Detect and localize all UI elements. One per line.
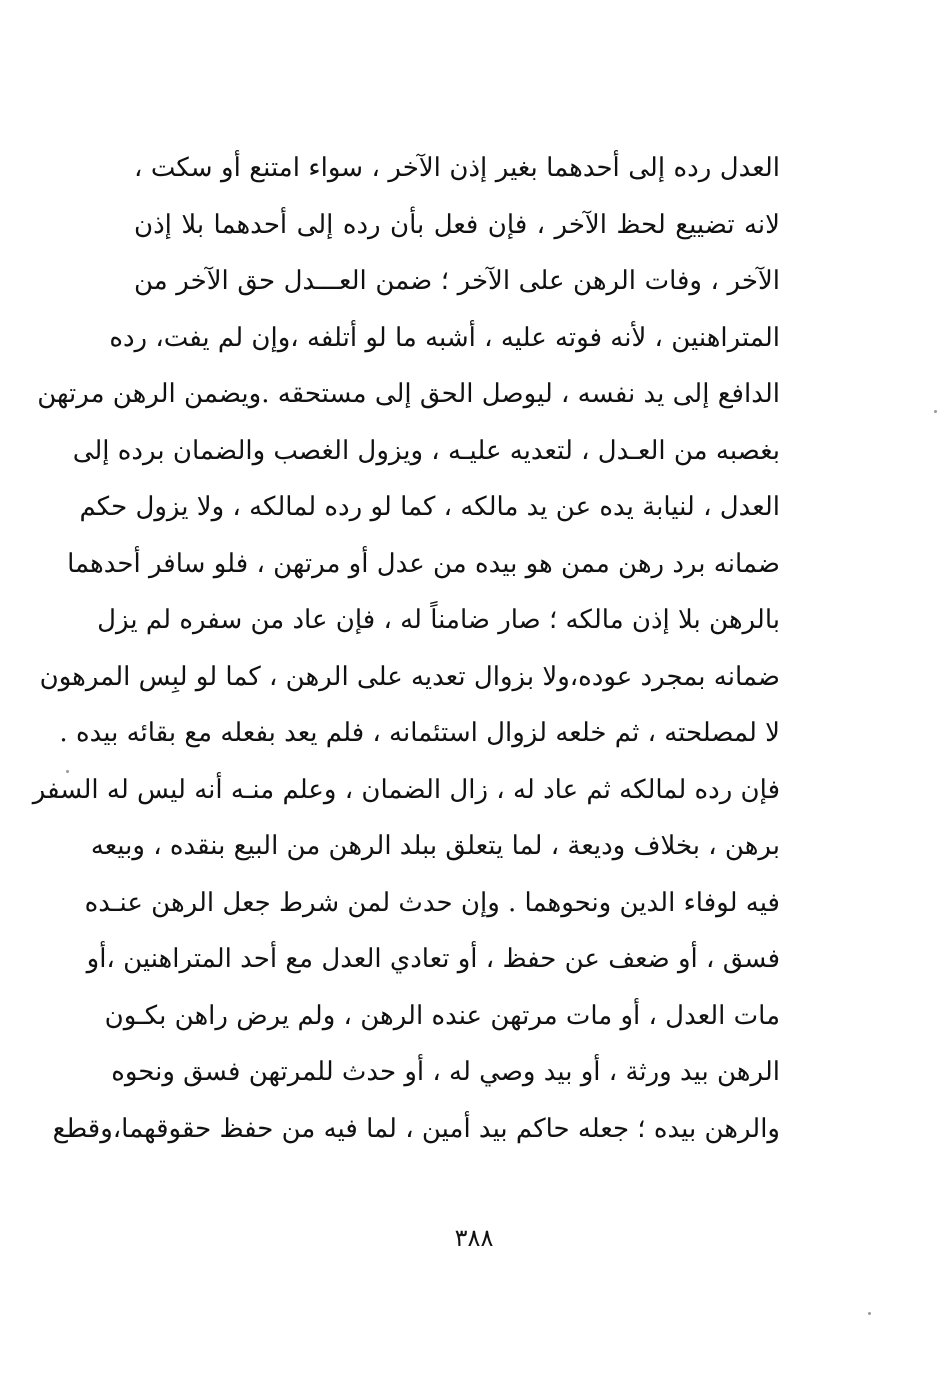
- text-line-4: المتراهنين ، لأنه فوته عليه ، أشبه ما لو أتلفه ،وإن لم يفت، رده: [109, 322, 780, 353]
- text-line-14: فيه لوفاء الدين ونحوهما . وإن حدث لمن شرط جعل الرهن عنـده: [84, 887, 780, 918]
- text-line-3: الآخر ، وفات الرهن على الآخر ؛ ضمن العـــدل حق الآخر من: [134, 266, 780, 296]
- text-line-6: بغصبه من العـدل ، لتعديه عليـه ، ويزول الغصب والضمان برده إلى: [72, 435, 780, 466]
- text-line-7: العدل ، لنيابة يده عن يد مالكه ، كما لو رده لمالكه ، ولا يزول حكم: [79, 492, 780, 522]
- text-line-1: العدل رده إلى أحدهما بغير إذن الآخر ، سواء امتنع أو سكت ،: [134, 153, 780, 183]
- text-line-11: لا لمصلحته ، ثم خلعه لزوال استئمانه ، فلم يعد بفعله مع بقائه بيده .: [59, 718, 780, 748]
- text-line-17: الرهن بيد ورثة ، أو بيد وصي له ، أو حدث للمرتهن فسق ونحوه: [111, 1057, 780, 1087]
- text-line-13: برهن ، بخلاف وديعة ، لما يتعلق ببلد الرهن من البيع بنقده ، وبيعه: [90, 831, 780, 861]
- page-number: ٣٨٨: [454, 1224, 494, 1252]
- scan-speck: [868, 1312, 871, 1315]
- text-line-9: بالرهن بلا إذن مالكه ؛ صار ضامناً له ، فإن عاد من سفره لم يزل: [97, 605, 780, 635]
- scan-speck: [66, 770, 69, 773]
- text-line-10: ضمانه بمجرد عوده،ولا بزوال تعديه على الرهن ، كما لو لبِس المرهون: [39, 661, 780, 692]
- text-line-5: الدافع إلى يد نفسه ، ليوصل الحق إلى مستحقه .ويضمن الرهن مرتهن: [37, 379, 780, 409]
- text-line-2: لانه تضييع لحظ الآخر ، فإن فعل بأن رده إلى أحدهما بلا إذن: [134, 209, 780, 240]
- body-text: [32, 140, 780, 1157]
- text-line-12: فإن رده لمالكه ثم عاد له ، زال الضمان ، وعلم منـه أنه ليس له السفر: [32, 774, 780, 805]
- text-line-15: فسق ، أو ضعف عن حفظ ، أو تعادي العدل مع أحد المتراهنين ،أو: [86, 944, 780, 974]
- scan-speck: [934, 410, 937, 413]
- text-line-18: والرهن بيده ؛ جعله حاكم بيد أمين ، لما فيه من حفظ حقوقهما،وقطع: [52, 1113, 780, 1144]
- text-line-8: ضمانه برد رهن ممن هو بيده من عدل أو مرتهن ، فلو سافر أحدهما: [67, 548, 780, 579]
- text-line-16: مات العدل ، أو مات مرتهن عنده الرهن ، ولم يرض راهن بكـون: [104, 1000, 780, 1031]
